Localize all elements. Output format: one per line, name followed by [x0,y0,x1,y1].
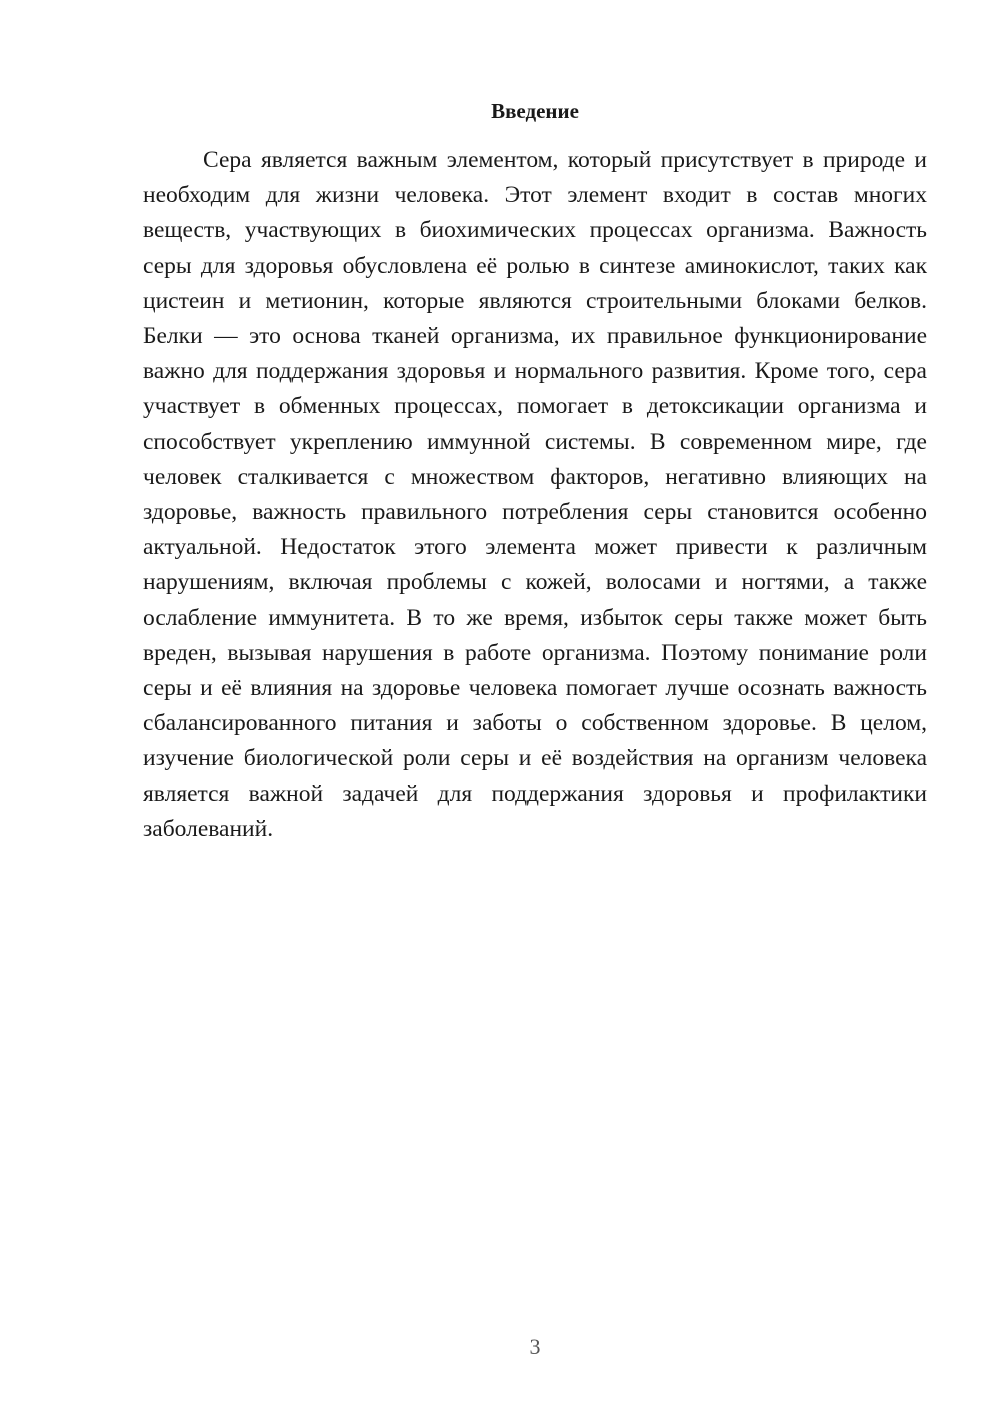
body-paragraph: Сера является важным элементом, который присутствует в природе и необходим для жизни человека. Этот элемент входит в состав многих веществ, участвующих в биохимических процессах организма. Важность серы для здоровья обусловлена её ролью в синтезе аминокислот, таких как цистеин и метионин, которые являются строительными блоками белков. Белки — это основа тканей организма, их правильное функционирование важно для поддержания здоровья и нормального развития. Кроме того, сера участвует в обменных процессах, помогает в детоксикации организма и способствует укреплению иммунной системы. В современном мире, где человек сталкивается с множеством факторов, негативно влияющих на здоровье, важность правильного потребления серы становится особенно актуальной. Недостаток этого элемента может привести к различным нарушениям, включая проблемы с кожей, волосами и ногтями, а также ослабление иммунитета. В то же время, избыток серы также может быть вреден, вызывая нарушения в работе организма. Поэтому понимание роли серы и её влияния на здоровье человека помогает лучше осознать важность сбалансированного питания и заботы о собственном здоровье. В целом, изучение биологической роли серы и её воздействия на организм человека является важной задачей для поддержания здоровья и профилактики заболеваний. [143,147,927,842]
section-heading: Введение [491,99,579,123]
page-number: 3 [529,1334,541,1359]
